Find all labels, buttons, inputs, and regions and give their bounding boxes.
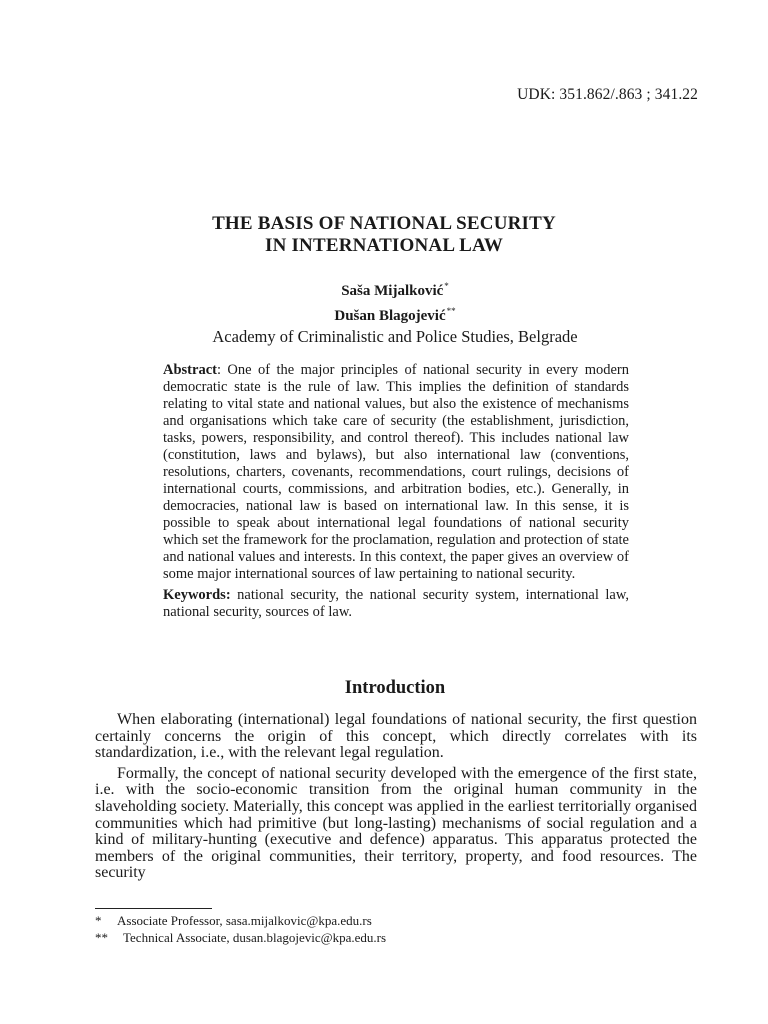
paper-title	[0, 213, 768, 257]
paragraph: Formally, the concept of national security developed with the emergence of the first state, i.e. with the socio-economic transition from the original human community in the slaveholding society. Materially, this concept was applied in the earliest territorially organised communities which had primitive (but long-lasting) mechanisms of social regulation and a kind of military-hunting (executive and defence) apparatus. This apparatus protected the members of the original communities, their territory, property, and food resources. The security	[95, 764, 697, 882]
author-1-footnote-mark: *	[444, 281, 449, 291]
author-1-name: Saša Mijalković	[341, 283, 444, 299]
abstract-section	[163, 362, 629, 621]
title-line-2: IN INTERNATIONAL LAW	[264, 235, 504, 256]
author-2-footnote-mark: **	[446, 306, 456, 316]
abstract-label: Abstract	[163, 362, 217, 378]
keywords	[163, 587, 629, 621]
udk-classification: UDK: 351.862/.863 ; 341.22	[517, 86, 698, 103]
section-heading-introduction: Introduction	[344, 678, 446, 698]
author-block	[0, 276, 768, 348]
paragraph: When elaborating (international) legal foundations of national security, the first question certainly concerns the origin of this concept, which directly correlates with its standardization, i.e., with the relevant legal regulation.	[95, 711, 697, 762]
footnote-1-text: Associate Professor, sasa.mijalkovic@kpa.edu.rs	[117, 913, 372, 928]
abstract	[163, 362, 629, 583]
title-line-1: THE BASIS OF NATIONAL SECURITY	[212, 213, 556, 234]
footnote-2	[95, 929, 697, 946]
author-1	[0, 276, 768, 301]
footnotes	[95, 912, 697, 946]
keywords-label: Keywords:	[163, 587, 231, 603]
footnote-1-mark: *	[95, 913, 102, 928]
affiliation: Academy of Criminalistic and Police Studies, Belgrade	[212, 327, 578, 346]
footnote-divider	[95, 908, 212, 909]
footnote-1	[95, 912, 697, 929]
abstract-text: : One of the major principles of national security in every modern democratic state is the rule of law. This implies the definition of standards relating to vital state and national values, but also the existence of mechanisms and organisations which take care of security (the establishment, jurisdiction, tasks, powers, responsibility, and control thereof). This includes national law (constitution, laws and bylaws), but also international law (conventions, resolutions, charters, covenants, recommendations, court rulings, decisions of international courts, commissions, and arbitration bodies, etc.). Generally, in democracies, national law is based on international law. In this sense, it is possible to speak about international legal foundations of national security which set the framework for the proclamation, regulation and protection of state and national values and interests. In this context, the paper gives an overview of some major international sources of law pertaining to national security.	[163, 362, 629, 582]
keywords-text: national security, the national security system, international law, national security, sources of law.	[163, 587, 629, 620]
footnote-2-mark: **	[95, 930, 108, 945]
footnote-2-text: Technical Associate, dusan.blagojevic@kpa.edu.rs	[123, 930, 387, 945]
author-2	[0, 301, 768, 326]
introduction-body	[95, 712, 697, 886]
author-2-name: Dušan Blagojević	[334, 308, 446, 324]
